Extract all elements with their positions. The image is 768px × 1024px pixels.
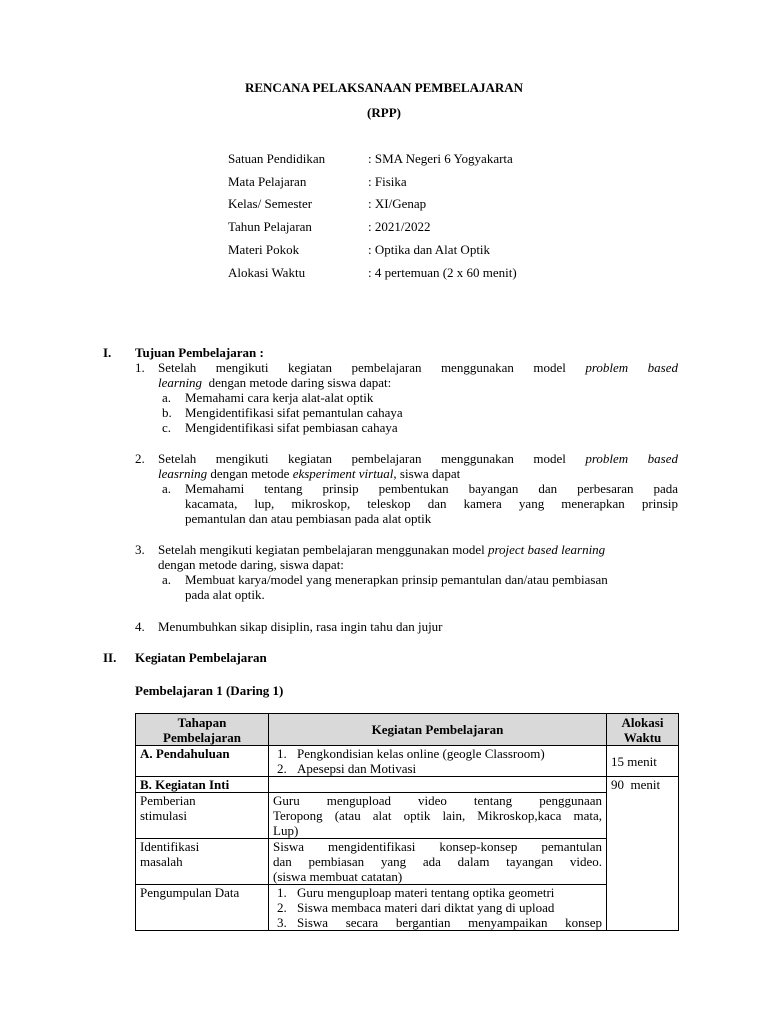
section2-title: Kegiatan Pembelajaran: [135, 650, 267, 665]
header-tahapan: [136, 714, 269, 746]
row-pendahuluan-time: 15 menit: [607, 746, 679, 777]
info-value-mapel: : Fisika: [368, 174, 407, 189]
item2-text-b-end: , siswa dapat: [393, 466, 461, 481]
kegiatan-table: [135, 713, 679, 931]
item2-text-a: Setelah mengikuti kegiatan pembelajaran menggunakan model: [158, 451, 566, 466]
identifikasi-line2: dan pembiasan yang ada dalam tayangan video.: [273, 854, 602, 869]
info-value-tahun: : 2021/2022: [368, 219, 431, 234]
item2-number: 2.: [135, 451, 145, 466]
header-tahapan-line2: Pembelajaran: [163, 729, 241, 745]
document-subtitle: (RPP): [367, 105, 401, 120]
info-label-materi: Materi Pokok: [228, 242, 300, 257]
item2-text-b-italic2: eksperiment virtual: [292, 466, 394, 481]
item1-text-a-italic: problem based: [585, 360, 678, 375]
item1-sub-b-text: Mengidentifikasi sifat pemantulan cahaya: [185, 405, 403, 420]
section1-number: I.: [103, 345, 112, 360]
item3-text-a-italic: project based learning: [487, 542, 606, 557]
item1-sub-a-text: Memahami cara kerja alat-alat optik: [185, 390, 374, 405]
row-pendahuluan-items: [269, 746, 607, 777]
row-inti-label: B. Kegiatan Inti: [136, 777, 269, 793]
row-identifikasi-text: [269, 839, 607, 885]
item3-text-a: Setelah mengikuti kegiatan pembelajaran menggunakan model: [158, 542, 488, 557]
identifikasi-label-line2: masalah: [140, 854, 183, 869]
info-value-kelas: : XI/Genap: [368, 196, 427, 211]
item3-sub-a-line2: pada alat optik.: [185, 587, 265, 602]
pengumpulan-item-1: Guru menguploap materi tentang optika geometri: [297, 885, 555, 900]
header-tahapan-line1: Tahapan: [177, 714, 227, 730]
list-item: 1. Pengkondisian kelas online (geogle Classroom): [277, 746, 545, 761]
item2-text-b: dengan metode: [207, 466, 293, 481]
row-stimulasi-text: [269, 793, 607, 839]
row-pendahuluan-label: A. Pendahuluan: [136, 746, 269, 777]
item4-number: 4.: [135, 619, 145, 634]
info-label-alokasi: Alokasi Waktu: [228, 265, 306, 280]
header-alokasi-line1: Alokasi: [621, 714, 664, 730]
row-inti-time: 90 menit: [607, 777, 679, 931]
table-row: [136, 777, 679, 793]
item3-sub-a-letter: a.: [162, 572, 172, 587]
item1-sub-a-letter: a.: [162, 390, 172, 405]
stimulasi-label-line1: Pemberian: [140, 793, 196, 808]
table-row: [136, 885, 679, 931]
info-value-alokasi: : 4 pertemuan (2 x 60 menit): [368, 265, 517, 280]
info-label-mapel: Mata Pelajaran: [228, 174, 307, 189]
table-row: [136, 746, 679, 777]
item1-sub-c-text: Mengidentifikasi sifat pembiasan cahaya: [185, 420, 398, 435]
table-header-row: [136, 714, 679, 746]
item2-sub-a-letter: a.: [162, 481, 172, 496]
info-label-tahun: Tahun Pelajaran: [228, 219, 312, 234]
item1-number: 1.: [135, 360, 145, 375]
stimulasi-label-line2: stimulasi: [140, 808, 187, 823]
identifikasi-line3: (siswa membuat catatan): [273, 869, 403, 884]
section1-title: Tujuan Pembelajaran :: [135, 345, 264, 360]
list-item: 2. Apesepsi dan Motivasi: [277, 761, 417, 776]
info-label-kelas: Kelas/ Semester: [228, 196, 313, 211]
header-alokasi-line2: Waktu: [623, 729, 662, 745]
info-label-satuan: Satuan Pendidikan: [228, 151, 326, 166]
stimulasi-line2: Teropong (atau alat optik lain, Mikroskop,kaca mata,: [273, 808, 602, 823]
header-alokasi: [607, 714, 679, 746]
row-pengumpulan-label: Pengumpulan Data: [136, 885, 269, 931]
row-pengumpulan-items: [269, 885, 607, 931]
pengumpulan-item-2: Siswa membaca materi dari diktat yang di upload: [297, 900, 555, 915]
row-stimulasi-label: [136, 793, 269, 839]
info-value-materi: : Optika dan Alat Optik: [368, 242, 491, 257]
item1-sub-b-letter: b.: [162, 405, 172, 420]
stimulasi-line1: Guru mengupload video tentang penggunaan: [273, 793, 602, 808]
identifikasi-line1: Siswa mengidentifikasi konsep-konsep pemantulan: [273, 839, 602, 854]
item4-text: Menumbuhkan sikap disiplin, rasa ingin tahu dan jujur: [158, 619, 443, 634]
row-inti-empty: [269, 777, 607, 793]
item2-text-b-italic: leasrning: [158, 466, 208, 481]
identifikasi-label-line1: Identifikasi: [140, 839, 200, 854]
item1-text-b-italic: learning: [158, 375, 203, 390]
header-kegiatan: Kegiatan Pembelajaran: [269, 714, 607, 746]
table-row: [136, 839, 679, 885]
item1-line2: [158, 375, 391, 390]
table-row: [136, 793, 679, 839]
item1-text-a: Setelah mengikuti kegiatan pembelajaran menggunakan model: [158, 360, 566, 375]
item1-sub-c-letter: c.: [162, 420, 172, 435]
item2-text-a-italic: problem based: [585, 451, 678, 466]
row-identifikasi-label: [136, 839, 269, 885]
item2-sub-a-line2: kacamata, lup, mikroskop, teleskop dan kamera yang menerapkan prinsip: [185, 496, 678, 511]
item1-text-b: dengan metode daring siswa dapat:: [202, 375, 392, 390]
item3-line2: dengan metode daring, siswa dapat:: [158, 557, 344, 572]
document-title: RENCANA PELAKSANAAN PEMBELAJARAN: [244, 80, 524, 95]
item3-number: 3.: [135, 542, 145, 557]
item2-sub-a-line3: pemantulan dan atau pembiasan pada alat optik: [185, 511, 432, 526]
item2-line2: [158, 466, 460, 481]
item2-sub-a-line1: Memahami tentang prinsip pembentukan bayangan dan perbesaran pada: [185, 481, 678, 496]
info-value-satuan: : SMA Negeri 6 Yogyakarta: [368, 151, 513, 166]
pendahuluan-item-1: Pengkondisian kelas online (geogle Classroom): [297, 746, 545, 761]
item3-sub-a-line1: Membuat karya/model yang menerapkan prinsip pemantulan dan/atau pembiasan: [185, 572, 608, 587]
stimulasi-line3: Lup): [273, 823, 299, 838]
list-item: 2. Siswa membaca materi dari diktat yang di upload: [277, 900, 555, 915]
list-item: 3. Siswa secara bergantian menyampaikan konsep: [277, 915, 602, 930]
item3-line1: [158, 542, 605, 557]
list-item: 1. Guru menguploap materi tentang optika geometri: [277, 885, 555, 900]
item1-line1: [158, 360, 678, 375]
section2-subtitle: Pembelajaran 1 (Daring 1): [135, 683, 284, 698]
pengumpulan-item-3: Siswa secara bergantian menyampaikan konsep: [297, 915, 602, 930]
pendahuluan-item-2: Apesepsi dan Motivasi: [297, 761, 417, 776]
item2-line1: [158, 451, 678, 466]
section2-number: II.: [103, 650, 117, 665]
